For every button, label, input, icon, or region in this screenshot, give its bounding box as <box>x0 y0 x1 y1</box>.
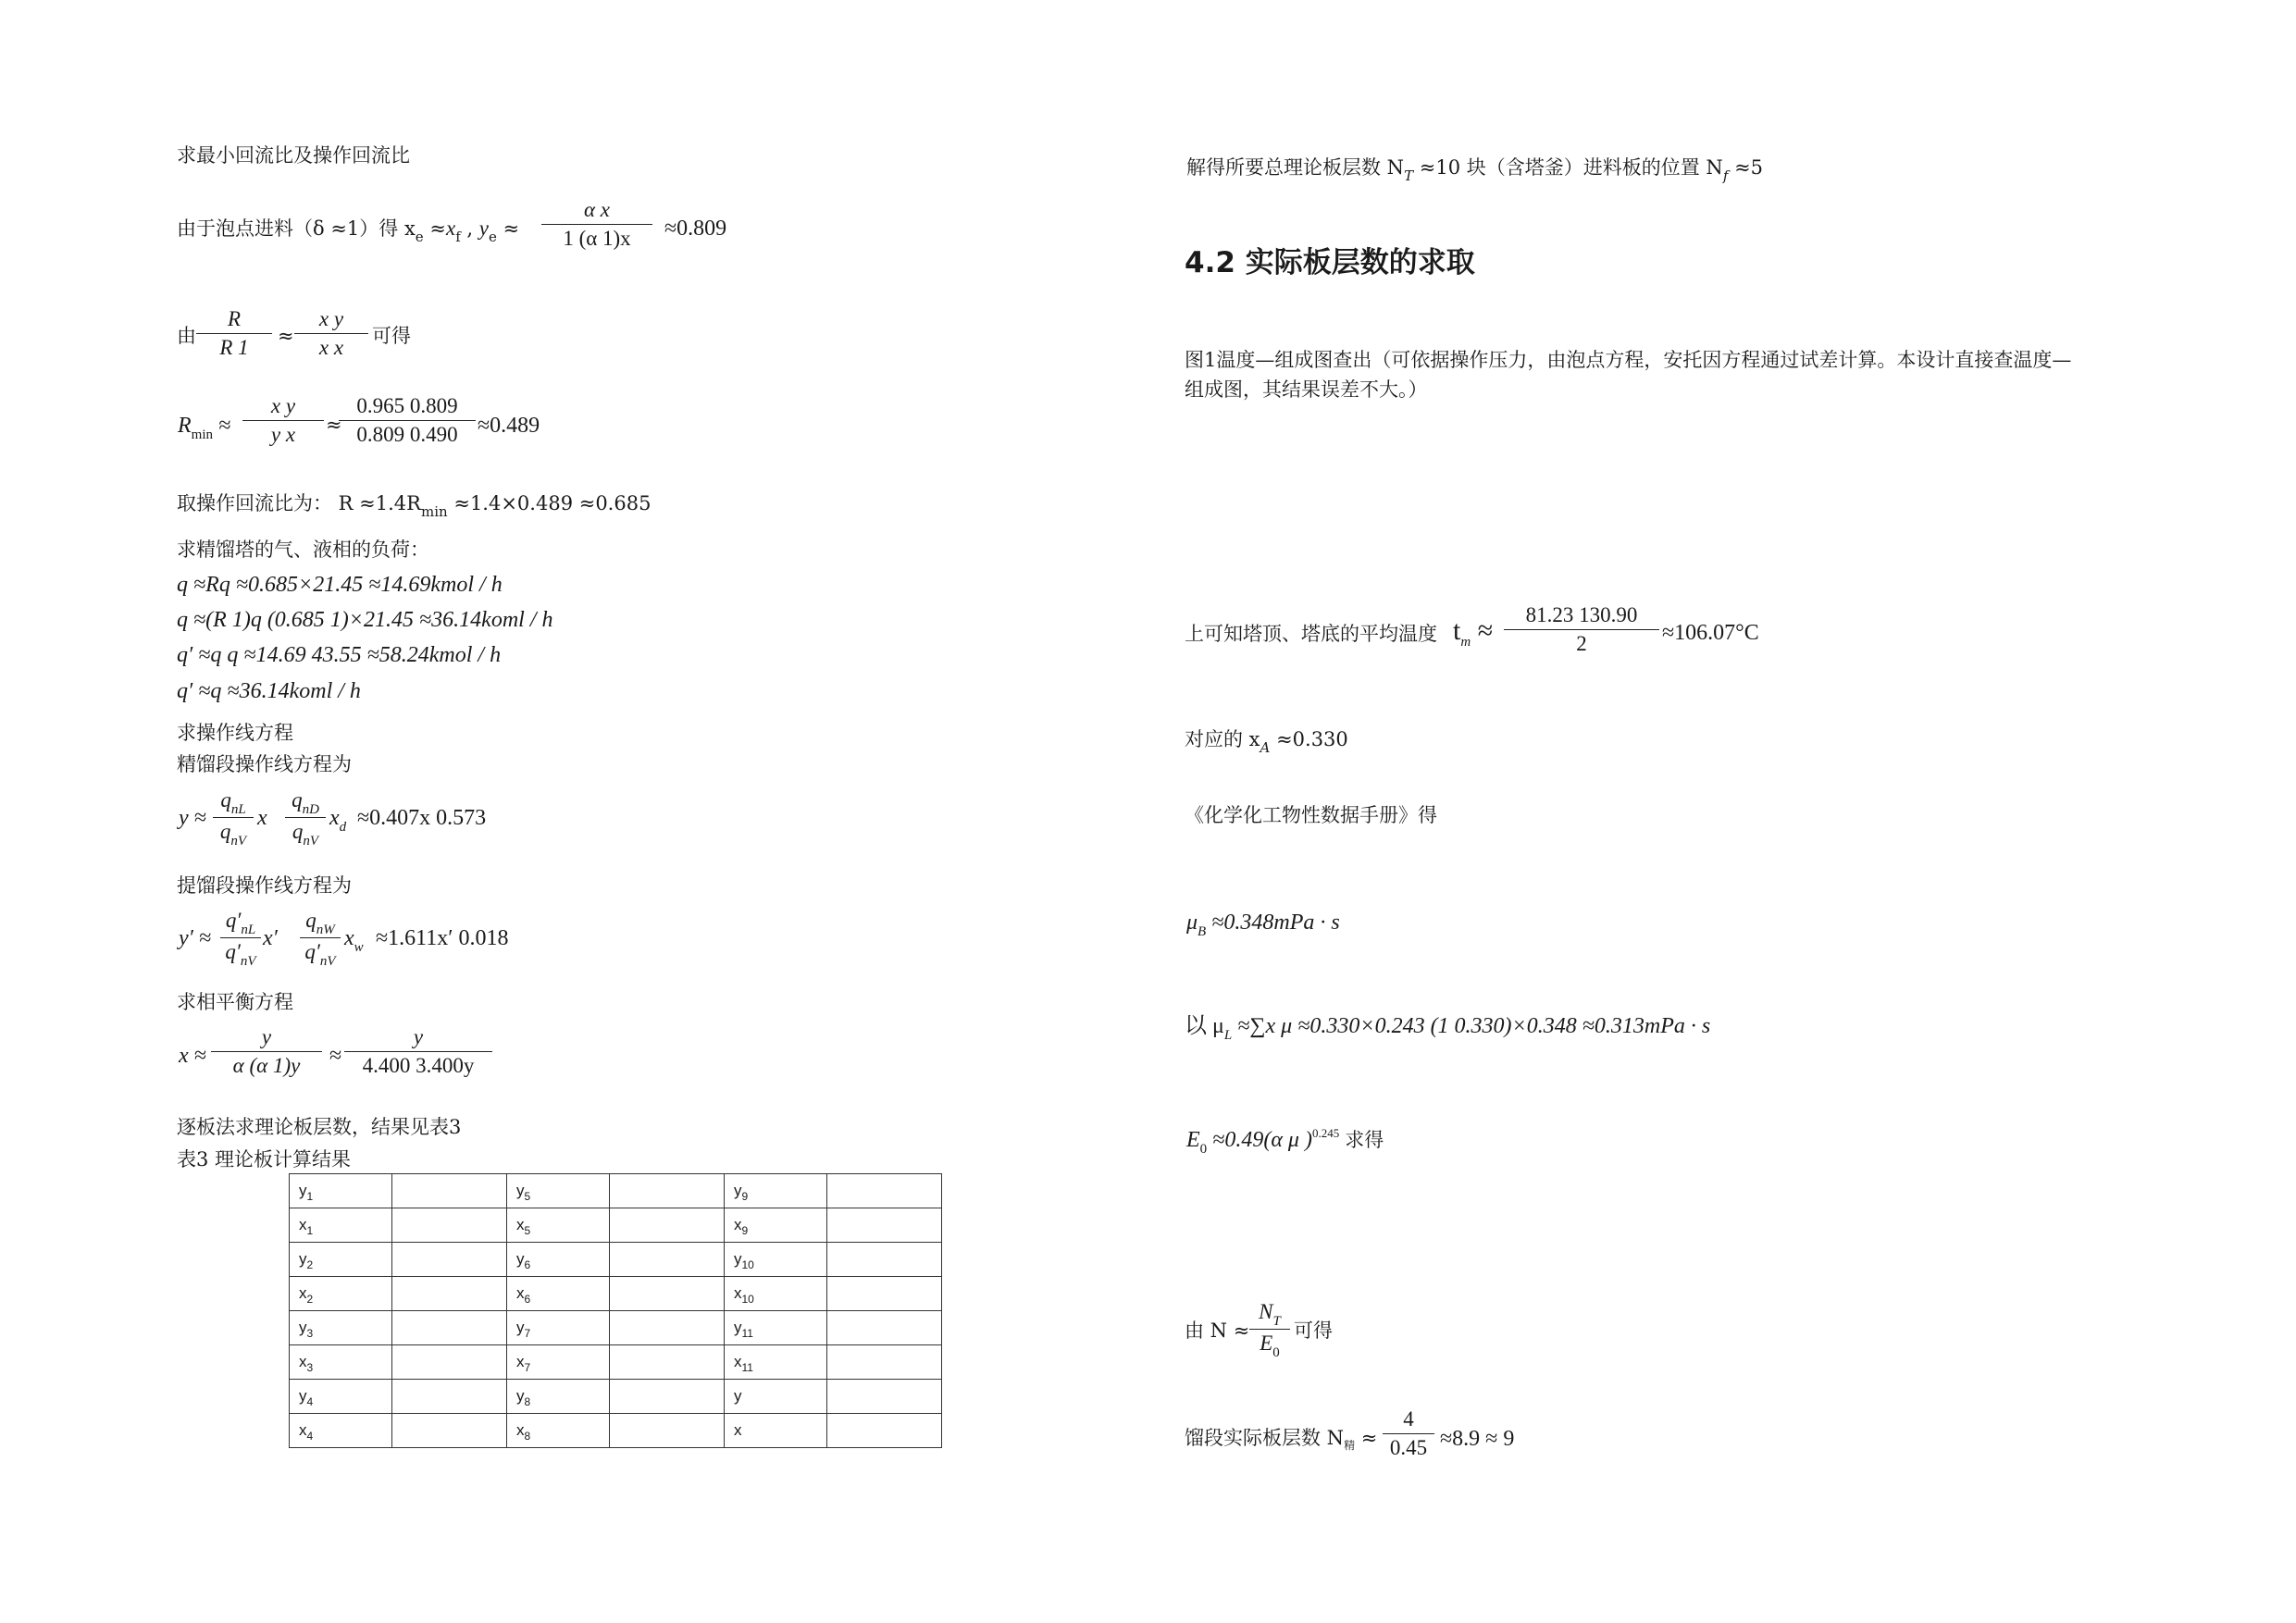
load-line-1: q ≈Rq ≈0.685×21.45 ≈14.69kmol / h <box>177 573 503 597</box>
table-value-cell <box>610 1311 725 1345</box>
mu-b-line: $\mu_B \approx 0.348mPa \cdot s$ <box>1186 911 1340 939</box>
rmin-fraction-2: $\frac{\text{x y}}{\text{x x}}$ <box>294 305 368 362</box>
rmin-tail: 可得 <box>372 325 411 347</box>
table-value-cell <box>392 1208 507 1243</box>
table-label-cell: $y_6$ <box>507 1243 610 1277</box>
approx-sign: ≈ <box>326 414 342 436</box>
rect-actual-fraction: $\frac{4}{0.45}$ <box>1383 1406 1434 1462</box>
strip-frac-2: $q_{nW}$ $q'_{nV}$ <box>300 907 341 969</box>
table-value-cell <box>392 1345 507 1380</box>
approx-sign: ≈ <box>329 1044 342 1068</box>
table-row <box>290 1380 942 1414</box>
strip-eq-y: y′ ≈ <box>179 926 212 950</box>
strip-frac-1: $\frac{q'_{nL}}{q'_{nV}}$ <box>220 907 261 969</box>
theoretical-plate-table <box>289 1173 942 1448</box>
rect-xd: $x_d$ <box>329 806 347 835</box>
rect-heading: 精馏段操作线方程为 <box>177 753 352 775</box>
solve-text: 解得所要总理论板层数 $N_T \approx 10$ 块（含塔釜）进料板的位置 $N_f \approx 5$ <box>1186 156 1764 184</box>
avg-temp-symbol: $t_m$ ≈ <box>1453 615 1494 650</box>
table-value-cell <box>392 1243 507 1277</box>
table-value-cell <box>610 1243 725 1277</box>
table-row <box>290 1243 942 1277</box>
xa-text: 对应的 $x_A \approx 0.330$ <box>1185 728 1348 756</box>
strip-heading: 提馏段操作线方程为 <box>177 874 352 897</box>
bubble-fraction <box>541 196 652 253</box>
table-label-cell: $x_9$ <box>725 1208 827 1243</box>
table-value-cell <box>610 1380 725 1414</box>
table-value-cell <box>610 1277 725 1311</box>
table-value-cell <box>827 1174 942 1208</box>
table-label-cell: $y_{10}$ <box>725 1243 827 1277</box>
table-label-cell: $x_6$ <box>507 1277 610 1311</box>
table-label-cell: $y_3$ <box>290 1311 392 1345</box>
table-value-cell <box>827 1380 942 1414</box>
table-label-cell: $x_2$ <box>290 1277 392 1311</box>
table-row <box>290 1345 942 1380</box>
rmin-label: $R_{min}$ ≈ <box>178 414 231 442</box>
table-label-cell: $y_8$ <box>507 1380 610 1414</box>
rect-actual-text: 馏段实际板层数 $N_精$ ≈ <box>1185 1427 1378 1452</box>
rmin-intro: 由 <box>177 325 196 347</box>
rmin-fraction-a: $\frac{\text{x y}}{\text{y x}}$ <box>242 392 324 449</box>
rect-frac-2: $q_{nD}$ $q_{nV}$ <box>285 787 326 849</box>
section-heading: 4.2 实际板层数的求取 <box>1185 246 1475 279</box>
table-value-cell <box>610 1174 725 1208</box>
rect-x: x <box>257 806 267 830</box>
approx-sign: ≈ <box>278 325 294 347</box>
bubble-result: ≈0.809 <box>664 217 727 241</box>
table-label-cell: $y_7$ <box>507 1311 610 1345</box>
strip-x: x′ <box>263 926 278 950</box>
table-value-cell <box>610 1208 725 1243</box>
table-value-cell <box>392 1380 507 1414</box>
avg-temp-result: ≈106.07°C <box>1662 621 1759 645</box>
n-fraction: $\frac{N_T}{E_0}$ <box>1249 1298 1290 1360</box>
e0-line: $E_0 \approx 0.49(\alpha$ μ )$^{0.245}$ 求得 <box>1186 1126 1384 1157</box>
handbook-text: 《化学化工物性数据手册》得 <box>1185 804 1437 826</box>
rmin-fraction-1: $\frac{R}{R 1}$ <box>196 305 272 362</box>
rect-frac-1: $q_{nL}$ $q_{nV}$ <box>213 787 254 849</box>
table-value-cell <box>827 1277 942 1311</box>
table-label-cell: y <box>725 1380 827 1414</box>
n-intro: 由 N ≈ <box>1185 1319 1250 1342</box>
table-label-cell: $x_5$ <box>507 1208 610 1243</box>
table-value-cell <box>827 1345 942 1380</box>
load-line-3: q′ ≈q q ≈14.69 43.55 ≈58.24kmol / h <box>177 643 502 667</box>
table-value-cell <box>827 1243 942 1277</box>
table-row <box>290 1311 942 1345</box>
equil-heading: 求相平衡方程 <box>177 991 293 1013</box>
load-line-2: q ≈(R 1)q (0.685 1)×21.45 ≈36.14koml / h <box>177 608 553 632</box>
n-tail: 可得 <box>1294 1319 1333 1342</box>
fig-text-1: 图1温度—组成图查出（可依据操作压力，由泡点方程，安托因方程通过试差计算。本设计直接查温度— <box>1185 349 2072 371</box>
table-label-cell: $y_5$ <box>507 1174 610 1208</box>
table-label-cell: $x_1$ <box>290 1208 392 1243</box>
table-label-cell: $x_{11}$ <box>725 1345 827 1380</box>
rect-eq-result: ≈0.407x 0.573 <box>357 806 487 830</box>
table-label-cell: $x_8$ <box>507 1414 610 1448</box>
table-caption: 表3 理论板计算结果 <box>177 1148 352 1171</box>
avg-temp-text: 上可知塔顶、塔底的平均温度 <box>1185 623 1437 645</box>
table-value-cell <box>827 1208 942 1243</box>
table-value-cell <box>610 1414 725 1448</box>
bubble-intro: 由于泡点进料（δ ≈1）得 $x_e \approx x_f$ , $y_e$ ≈ <box>177 217 520 245</box>
table-value-cell <box>827 1311 942 1345</box>
table-value-cell <box>827 1414 942 1448</box>
table-label-cell: $x_{10}$ <box>725 1277 827 1311</box>
rmin-fraction-b: $\frac{0.965 0.809}{0.809 0.490}$ <box>339 392 476 449</box>
load-line-4: q′ ≈q ≈36.14koml / h <box>177 679 361 703</box>
table-label-cell: $x_4$ <box>290 1414 392 1448</box>
table-label-cell: $y_2$ <box>290 1243 392 1277</box>
table-row <box>290 1277 942 1311</box>
rect-actual-result: ≈8.9 ≈ 9 <box>1440 1427 1515 1451</box>
table-row <box>290 1414 942 1448</box>
bubble-frac-den: 1 (α 1)x <box>563 227 631 250</box>
table-label-cell: x <box>725 1414 827 1448</box>
table-row <box>290 1208 942 1243</box>
table-value-cell <box>392 1311 507 1345</box>
fig-text-2: 组成图，其结果误差不大。） <box>1185 378 1428 401</box>
bubble-frac-num: α x <box>541 196 652 225</box>
opline-heading: 求操作线方程 <box>177 722 293 744</box>
table-label-cell: $x_7$ <box>507 1345 610 1380</box>
equil-frac-1: $\frac{y}{\alpha (\alpha 1)y}$ <box>211 1023 322 1080</box>
stage-text: 逐板法求理论板层数，结果见表3 <box>177 1116 462 1138</box>
rmin-result: ≈0.489 <box>478 414 540 438</box>
avg-temp-fraction: $\frac{81.23 130.90}{2}$ <box>1504 601 1659 658</box>
table-label-cell: $y_4$ <box>290 1380 392 1414</box>
table-value-cell <box>392 1414 507 1448</box>
reflux-choice: 取操作回流比为： $R \approx 1.4R_{min} \approx 1.4\times 0.489 \approx 0.685$ <box>177 492 652 520</box>
table-row <box>290 1174 942 1208</box>
table-value-cell <box>392 1174 507 1208</box>
load-heading: 求精馏塔的气、液相的负荷： <box>177 539 429 561</box>
table-value-cell <box>392 1277 507 1311</box>
reflux-heading: 求最小回流比及操作回流比 <box>177 144 410 167</box>
table-value-cell <box>610 1345 725 1380</box>
strip-xw: $x_w$ <box>344 926 364 955</box>
table-label-cell: $y_1$ <box>290 1174 392 1208</box>
table-label-cell: $x_3$ <box>290 1345 392 1380</box>
mu-l-line: 以 $\mu_L \approx\sum x$ μ ≈0.330×0.243 (1 0.330)×0.348 ≈0.313mPa · s <box>1185 1014 1711 1043</box>
strip-eq-result: ≈1.611x′ 0.018 <box>376 926 509 950</box>
table-label-cell: $y_{11}$ <box>725 1311 827 1345</box>
equil-frac-2: $\frac{y}{4.400 3.400y}$ <box>344 1023 492 1080</box>
table-label-cell: $y_9$ <box>725 1174 827 1208</box>
equil-x: x ≈ <box>179 1044 206 1068</box>
rect-eq-y: y ≈ <box>179 806 206 830</box>
